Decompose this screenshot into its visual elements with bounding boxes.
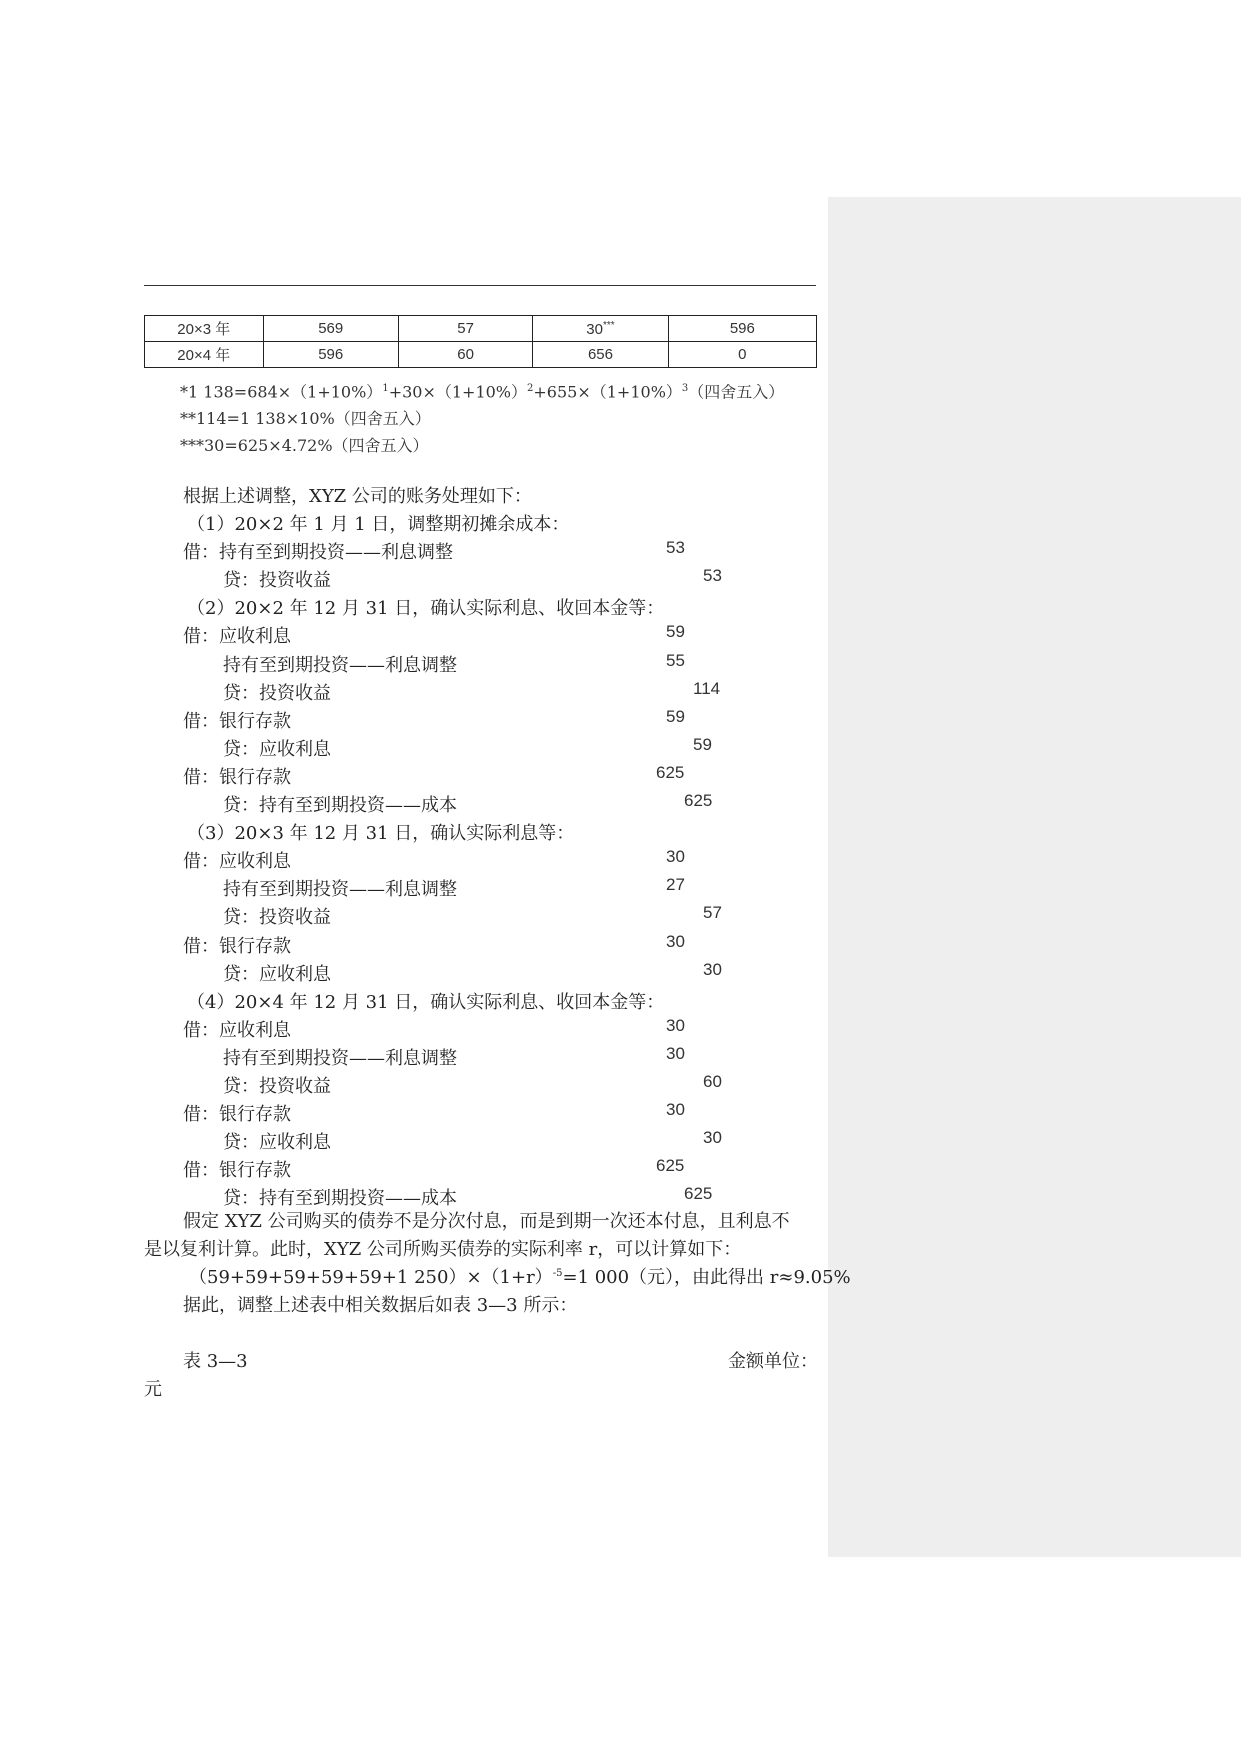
entry-amount: 57 (703, 903, 722, 923)
entry-amount: 30 (666, 1015, 685, 1035)
table-cell: 656 (533, 342, 668, 368)
table-cell (533, 316, 668, 342)
entry-amount: 30 (666, 1043, 685, 1063)
entry-amount: 59 (666, 622, 685, 642)
footnote-1 (180, 375, 784, 405)
entry-label: （4）20×4 年 12 月 31 日，确认实际利息、收回本金等： (187, 991, 665, 1013)
entry-amount: 114 (693, 678, 721, 698)
entry-amount: 59 (693, 734, 712, 754)
entry-amount: 55 (666, 650, 685, 670)
table-cell: 60 (398, 342, 532, 368)
entry-label: （3）20×3 年 12 月 31 日，确认实际利息等： (187, 823, 575, 845)
entry-amount: 27 (666, 875, 685, 895)
entry-amount: 625 (684, 791, 713, 810)
entry-amount: 30 (703, 959, 722, 979)
entry-label: 借：银行存款 (183, 1104, 291, 1126)
entry-amount: 30 (703, 1128, 722, 1148)
entry-label: （2）20×2 年 12 月 31 日，确认实际利息、收回本金等： (187, 598, 665, 620)
table-cell: 596 (668, 316, 816, 342)
table-cell: 569 (263, 316, 398, 342)
entry-amount: 625 (656, 1156, 685, 1176)
entry-label: 持有至到期投资——利息调整 (223, 879, 457, 901)
formula-text: =1 000（元），由此得出 r≈9.05% (562, 1267, 851, 1288)
entry-label: 贷：投资收益 (223, 570, 331, 592)
footnote-2: **114=1 138×10%（四舍五入） (180, 409, 431, 429)
entry-label: 贷：持有至到期投资——成本 (223, 1188, 457, 1210)
table-row (145, 316, 817, 342)
entry-label: 持有至到期投资——利息调整 (223, 1047, 457, 1069)
cash-value: 30 (586, 320, 603, 338)
entry-label: 贷：应收利息 (223, 738, 331, 760)
entry-amount: 59 (666, 706, 685, 726)
table-cell: 0 (668, 342, 816, 368)
exponent: -5 (552, 1268, 563, 1279)
entry-label: 借：银行存款 (183, 1160, 291, 1182)
entry-label: 借：银行存款 (183, 935, 291, 957)
exponent: 3 (681, 383, 689, 394)
amortization-table (144, 315, 817, 368)
entry-label: 借：持有至到期投资——利息调整 (183, 542, 453, 564)
table-cell: 596 (263, 342, 398, 368)
footnote-mark: *** (602, 319, 615, 331)
closing-paragraph-line1: 假定 XYZ 公司购买的债券不是分次付息，而是到期一次还本付息，且利息不 (183, 1211, 790, 1232)
entry-label: 借：银行存款 (183, 710, 291, 732)
footnote-text: +655×（1+10%） (533, 382, 682, 402)
table-caption: 表 3—3 (183, 1351, 248, 1372)
formula-text: （59+59+59+59+59+1 250）×（1+r） (189, 1267, 553, 1288)
table-cell: 20×4 年 (145, 342, 264, 368)
entry-amount: 60 (703, 1072, 722, 1091)
footnote-text: *1 138=684×（1+10%） (180, 382, 383, 402)
entry-label: （1）20×2 年 1 月 1 日，调整期初摊余成本： (187, 514, 570, 535)
intro-paragraph: 根据上述调整，XYZ 公司的账务处理如下： (183, 486, 532, 507)
exponent: 2 (527, 383, 534, 394)
table-footnotes (180, 375, 784, 459)
entry-label: 借：应收利息 (183, 1019, 291, 1041)
entry-label: 借：应收利息 (183, 626, 291, 648)
entry-label: 贷：投资收益 (223, 682, 331, 704)
closing-paragraph-2: 据此，调整上述表中相关数据后如表 3—3 所示： (183, 1295, 578, 1316)
entry-amount: 30 (666, 1100, 685, 1120)
entry-amount: 625 (656, 762, 685, 782)
header-rule (144, 285, 816, 286)
entry-amount: 30 (666, 847, 685, 867)
entry-label: 贷：投资收益 (223, 1076, 331, 1097)
entry-label: 贷：持有至到期投资——成本 (223, 795, 457, 816)
footnote-text: +30×（1+10%） (388, 382, 528, 402)
comment-pane (828, 197, 1241, 1557)
exponent: 1 (382, 383, 389, 394)
table-row (145, 342, 817, 368)
entry-label: 借：银行存款 (183, 766, 291, 788)
entry-label: 借：应收利息 (183, 851, 291, 873)
entry-amount: 30 (666, 931, 685, 951)
rate-formula (189, 1263, 851, 1289)
entry-label: 贷：应收利息 (223, 963, 331, 985)
footnote-3: ***30=625×4.72%（四舍五入） (180, 436, 429, 456)
entry-amount: 53 (703, 566, 722, 586)
table-cell: 57 (398, 316, 532, 342)
entry-label: 贷：应收利息 (223, 1132, 331, 1154)
entry-label: 贷：投资收益 (223, 907, 331, 929)
entry-label: 持有至到期投资——利息调整 (223, 654, 457, 676)
entry-amount: 53 (666, 538, 685, 558)
entry-amount: 625 (684, 1184, 713, 1204)
closing-paragraph-line2: 是以复利计算。此时，XYZ 公司所购买债券的实际利率 r，可以计算如下： (144, 1239, 742, 1260)
footnote-text: （四舍五入） (688, 382, 785, 402)
unit-value: 元 (144, 1379, 162, 1400)
unit-label: 金额单位： (728, 1351, 818, 1372)
table-cell: 20×3 年 (145, 316, 264, 342)
